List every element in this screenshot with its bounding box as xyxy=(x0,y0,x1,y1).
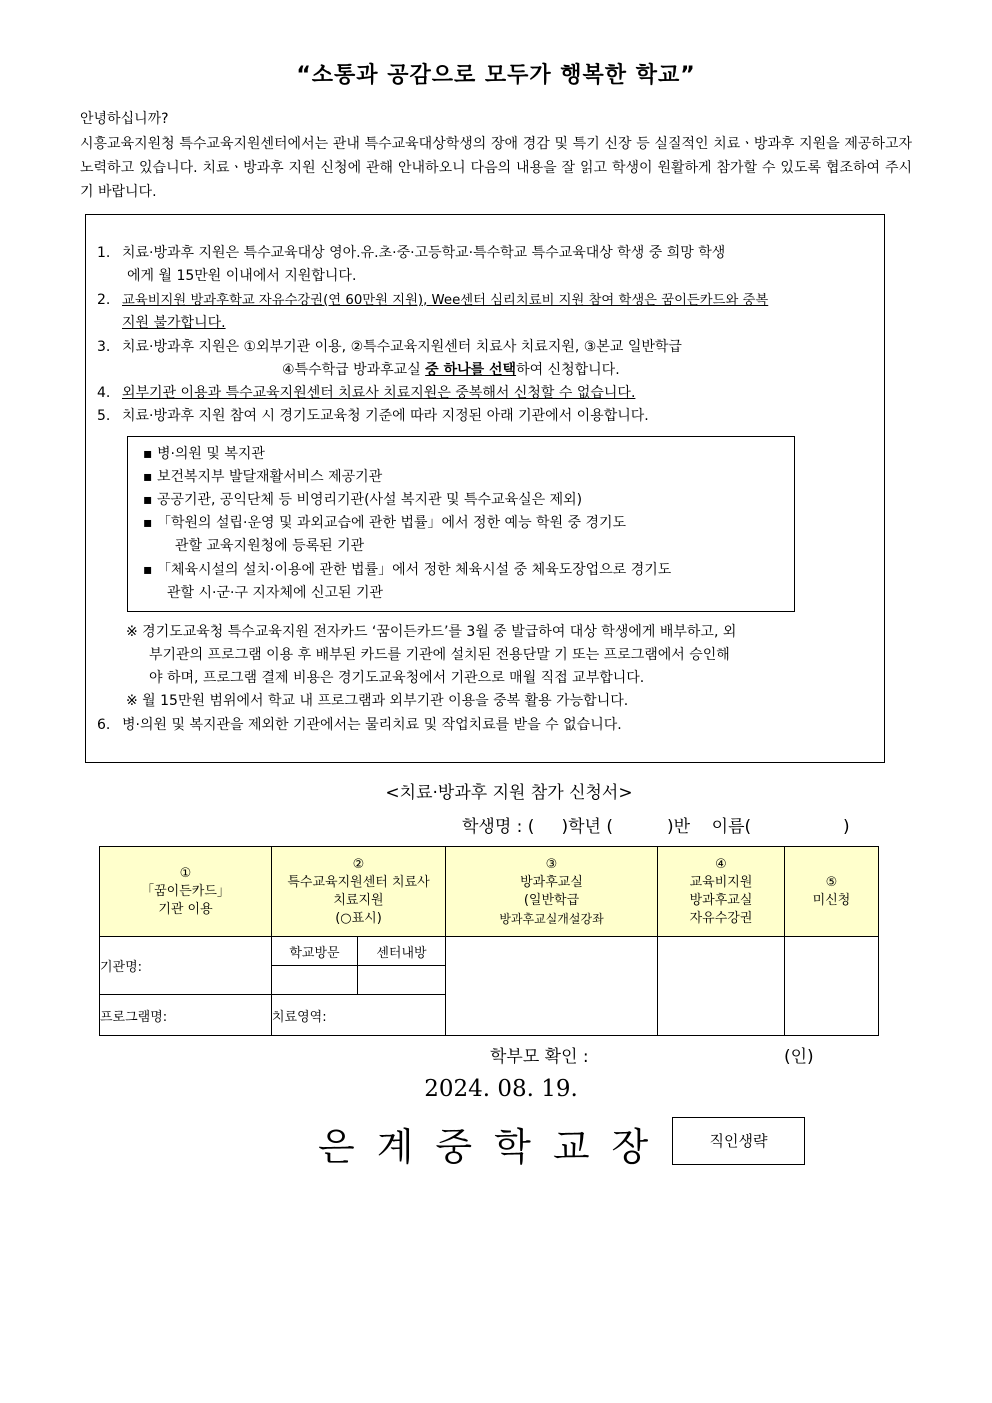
issue-date: 2024. 08. 19. xyxy=(424,1076,578,1102)
institution-3: ▪ 공공기관, 공익단체 등 비영리기관(사설 복지관 및 특수교육실은 제외) xyxy=(143,492,583,508)
option-5-header[interactable]: ⑤ 미신청 xyxy=(785,847,879,937)
item-6-number: 6. xyxy=(97,717,111,733)
option-1-header[interactable]: ① 「꿈이든카드」 기관 이용 xyxy=(100,847,272,937)
therapy-area-field[interactable]: 치료영역: xyxy=(272,995,446,1036)
institution-5-line1: ▪ 「체육시설의 설치·이용에 관한 법률」에서 정한 체육시설 중 체육도장업으로 경기도 xyxy=(143,562,672,578)
institution-name-field[interactable]: 기관명: xyxy=(100,937,272,995)
item-2-number: 2. xyxy=(97,292,111,308)
item-1-line1: 치료·방과후 지원은 특수교육대상 영아.유.초·중·고등학교·특수학교 특수교육대상 학생 중 희망 학생 xyxy=(122,245,726,261)
center-visit-mark[interactable] xyxy=(358,966,446,995)
page-title: “소통과 공감으로 모두가 행복한 학교” xyxy=(296,63,696,88)
institution-5-line2: 관할 시·군·구 지자체에 신고된 기관 xyxy=(167,585,384,601)
item-3-line2a: ④특수학급 방과후교실 xyxy=(282,362,421,378)
institution-4-line2: 관할 교육지원청에 등록된 기관 xyxy=(175,538,365,554)
note-1-line1: ※ 경기도교육청 특수교육지원 전자카드 ‘꿈이든카드’를 3월 중 발급하여 대상 학생에게 배부하고, 외 xyxy=(126,624,737,640)
item-5-number: 5. xyxy=(97,408,111,424)
note-1-line2: 부기관의 프로그램 이용 후 배부된 카드를 기관에 설치된 전용단말 기 또는 프로그램에서 승인해 xyxy=(149,647,730,663)
program-name-field[interactable]: 프로그램명: xyxy=(100,995,272,1036)
item-1-line2: 에게 월 15만원 이내에서 지원합니다. xyxy=(127,268,357,284)
student-info-line: 학생명 : ( )학년 ( )반 이름( ) xyxy=(462,817,850,837)
institution-2: ▪ 보건복지부 발달재활서비스 제공기관 xyxy=(143,469,383,485)
option-3-cell[interactable] xyxy=(446,937,658,1036)
institution-1: ▪ 병·의원 및 복지관 xyxy=(143,446,265,462)
seal-omitted-box: 직인생략 xyxy=(672,1117,805,1165)
form-subtitle: <치료·방과후 지원 참가 신청서> xyxy=(385,783,633,803)
item-3-choose-one: 중 하나를 선택 xyxy=(425,362,517,378)
center-visit-label: 센터내방 xyxy=(358,937,446,966)
item-4-line1: 외부기관 이용과 특수교육지원센터 치료사 치료지원은 중복해서 신청할 수 없습니다. xyxy=(122,385,636,401)
item-1-number: 1. xyxy=(97,245,111,261)
option-3-header[interactable]: ③ 방과후교실 (일반학급 방과후교실개설강좌 xyxy=(446,847,658,937)
item-5-line1: 치료·방과후 지원 참여 시 경기도교육청 기준에 따라 지정된 아래 기관에서 이용합니다. xyxy=(122,408,649,424)
school-visit-mark[interactable] xyxy=(272,966,358,995)
principal-name: 은계중학교장 xyxy=(318,1125,671,1169)
item-6-line1: 병·의원 및 복지관을 제외한 기관에서는 물리치료 및 작업치료를 받을 수 없습니다. xyxy=(122,717,622,733)
option-5-cell[interactable] xyxy=(785,937,879,1036)
item-3-line1: 치료·방과후 지원은 ①외부기관 이용, ②특수교육지원센터 치료사 치료지원, ③본교 일반학급 xyxy=(122,339,682,355)
application-table xyxy=(99,846,879,1036)
item-2-line1: 교육비지원 방과후학교 자유수강권(연 60만원 지원), Wee센터 심리치료비 지원 참여 학생은 꿈이든카드와 중복 xyxy=(122,293,769,308)
option-4-cell[interactable] xyxy=(658,937,785,1036)
item-3-line2c: 하여 신청합니다. xyxy=(516,362,620,378)
school-visit-label: 학교방문 xyxy=(272,937,358,966)
greeting: 안녕하십니까? xyxy=(80,111,169,127)
item-3-number: 3. xyxy=(97,339,111,355)
option-2-header[interactable]: ② 특수교육지원센터 치료사 치료지원 (○표시) xyxy=(272,847,446,937)
institution-4-line1: ▪ 「학원의 설립·운영 및 과외교습에 관한 법률」에서 정한 예능 학원 중 경기도 xyxy=(143,515,627,531)
intro-paragraph: 시흥교육지원청 특수교육지원센터에서는 관내 특수교육대상학생의 장애 경감 및 특기 신장 등 실질적인 치료ㆍ방과후 지원을 제공하고자 노력하고 있습니다. 치료ㆍ방과후 지원 신청에 관해 안내하오니 다음의 내용을 잘 읽고 학생이 원활하게 참가할 수 있도록 협조하여 주시기 바랍니다. xyxy=(80,136,912,200)
parent-seal-mark: (인) xyxy=(784,1047,814,1067)
item-4-number: 4. xyxy=(97,385,111,401)
option-4-header[interactable]: ④ 교육비지원 방과후교실 자유수강권 xyxy=(658,847,785,937)
parent-confirm-label: 학부모 확인 : xyxy=(490,1047,589,1067)
item-3-line2 xyxy=(282,359,620,382)
item-2-line2: 지원 불가합니다. xyxy=(122,315,226,331)
note-1-line3: 야 하며, 프로그램 결제 비용은 경기도교육청에서 기관으로 매월 직접 교부합니다. xyxy=(149,670,645,686)
note-2: ※ 월 15만원 범위에서 학교 내 프로그램과 외부기관 이용을 중복 활용 가능합니다. xyxy=(126,693,629,709)
